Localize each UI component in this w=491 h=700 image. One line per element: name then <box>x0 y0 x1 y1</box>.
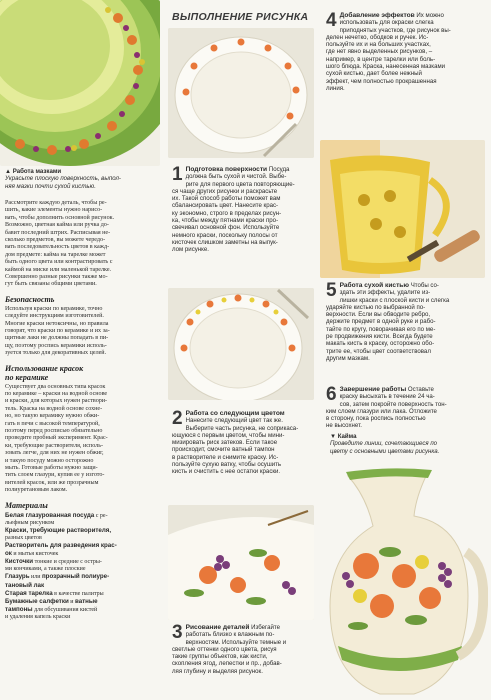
text-line: по керамике – краски на водной основе <box>5 391 108 398</box>
text-line: тить слоем глазури, купив ее у изгото- <box>5 472 105 479</box>
text-line: Возможно, цветная каймa или ручка до- <box>5 222 109 229</box>
step-title: Работа со следующим цветом <box>185 410 285 417</box>
material-item: Глазурь или прозрачный полиуре- <box>5 573 110 581</box>
green-plate-photo <box>0 0 160 166</box>
text-line: но, но такую керамику нужно обжи- <box>5 413 100 420</box>
photo-caption <box>5 168 155 190</box>
caption-arrow-icon: ▼ <box>330 433 338 440</box>
text-line: Совершенно разные рисунки также мо- <box>5 273 108 280</box>
step-number: 2 <box>172 408 183 429</box>
material-item: Кисточки тонкие и средние с остры- <box>5 558 102 566</box>
paints-heading-line2: по керамике <box>5 372 49 382</box>
text-line: поэтому перед росписью обязательно <box>5 428 103 435</box>
paints-section <box>5 364 155 495</box>
step-6: 6 Завершение работы Оставьте краску высыхать в течение 24 ча- сов, затем покройте поверхность тон- ким слоем глазури или лака. Отложите в сторону, пока роспись полностью не высохнет. <box>326 384 447 430</box>
material-item: ок и мытья кисточек <box>5 550 59 558</box>
finished-jug-photo <box>318 456 488 700</box>
step-4: 4 Добавление эффектов Их можно использовать для окраски слегка приподнятых участков, где рисунок вы- делен нечетко, ободков и ручек. Ис- пользуйте их и на больших участках, где нет явно выделенных рисунков, – например, в центре тарелки или боль- шого блюда. Краска, нанесенная мазками сухой кистью, дает более нежный эффект, чем полностью прокрашенная линия. <box>326 10 451 92</box>
text-line: ки, требующие растворителя, исполь- <box>5 442 104 449</box>
material-item: разных цветов <box>5 534 42 541</box>
text-line: мыть. Готовые работы нужно защи- <box>5 465 98 472</box>
text-line: Рассмотрите каждую деталь, чтобы ре- <box>5 199 107 206</box>
step-title: Добавление эффектов <box>339 12 415 19</box>
text-line: проведите пробный эксперимент. Крас- <box>5 435 108 442</box>
text-line: зовать легче, для них не нужен обжиг, <box>5 450 104 457</box>
page-title: ВЫПОЛНЕНИЕ РИСУНКА <box>172 11 309 23</box>
text-line: следуйте инструкциям изготовителей. <box>5 313 104 320</box>
text-line: дом предмете: кайма на тарелке может <box>5 251 106 258</box>
material-item: льефным рисунком <box>5 519 55 526</box>
text-line: тель. Краска на водной основе сохне- <box>5 405 103 412</box>
text-line: щу, поэтому роспись керамики исполь- <box>5 342 107 349</box>
left-column <box>5 168 155 621</box>
caption-line: няя мазки почти сухой кистью. <box>5 182 96 190</box>
step-title: Работа сухой кистью <box>339 282 409 289</box>
step-title: Рисование деталей <box>185 624 250 631</box>
text-line: шить, какие элементы нужно нарисо- <box>5 207 103 214</box>
materials-section <box>5 501 155 621</box>
text-line: вать, чтобы дополнить основной рисунок. <box>5 214 115 221</box>
text-line: и краски, для которых нужен раствори- <box>5 398 108 405</box>
yellow-jug-photo <box>320 140 485 278</box>
text-line: быть одного цвета или контрастировать с <box>5 259 113 266</box>
material-item: и удаления капель краски <box>5 613 71 620</box>
text-line: бавит последний штрих. Расписывая не- <box>5 229 111 236</box>
materials-heading: Материалы <box>5 500 48 510</box>
text-line: гут быть связаны общими цветами. <box>5 281 97 288</box>
material-item: тановый лак <box>5 581 45 589</box>
material-item: Бумажные салфетки и ватные <box>5 597 98 605</box>
text-line: говорят, что краски по керамике и их за- <box>5 327 110 334</box>
text-line: зуется только для декоративных целей. <box>5 350 107 357</box>
text-line: сколько предметов, вы можете чередо- <box>5 236 106 243</box>
step-5: 5 Работа сухой кистью Чтобы со- здать эти эффекты, удалите из- лишки краски с плоской кисти и слегка ударяйте кистью по выбранной по- верхности. Если вы обводите ребро, держите предмет в одной руке и рабо- тайте по кругу, поворачивая его по ме- ре продвижения кисти. Всегда будете макать кисть в краску, осторожно обо- трите ее, чтобы цвет соответствовал другим мазкам. <box>326 280 450 362</box>
intro-text <box>5 200 155 289</box>
material-item: тампоны для обсушивания кистей <box>5 605 98 613</box>
step-number: 5 <box>326 280 337 301</box>
caption-line: Украсьте плоскую поверхность, выпол- <box>5 175 121 183</box>
step-number: 3 <box>172 622 183 643</box>
text-line: полиуретановым лаком. <box>5 487 68 494</box>
safety-section <box>5 295 155 358</box>
material-item: Краски, требующие растворителя, <box>5 526 112 534</box>
text-line: вать последовательность цветов в кажд- <box>5 244 110 251</box>
step-3: 3 Рисование деталей Избегайте работать близко к влажным по- верхностям. Используйте темные и светлые оттенки одного цвета, рисуя такие группы объектов, как кисти, скопления ягод, лепестки и пр., добав- ляя глубину и выделяя рисунок. <box>172 622 287 675</box>
step-number: 4 <box>326 10 337 31</box>
step-title: Подготовка поверхности <box>185 166 268 173</box>
caption-label: Работа мазками <box>12 168 62 175</box>
step-number: 6 <box>326 384 337 405</box>
step-1: 1 Подготовка поверхности Посуда должна быть сухой и чистой. Выбе- рите для первого цвета повторяющие- ся чаще других рисунки и раскрасьте их. Такой способ работы поможет вам сбалансировать цвет. Нанесите крас- ку экономно, строго в пределах рисун- ка, чтобы между пятнами краски про- свечивал основной фон. Используйте немного краски, поскольку полосы от кисточек слишком заметны на выпук- лом рисунке. <box>172 164 295 254</box>
text-line: Многие краски нетоксичны, но правила <box>5 320 109 327</box>
text-line: Существует два основных типа красок <box>5 383 106 390</box>
safety-heading: Безопасность <box>5 294 55 304</box>
material-item: ми кончиками, а также плоские <box>5 566 86 573</box>
step-2: 2 Работа со следующим цветом Нанесите следующий цвет так же. Выберите часть рисунка, не соприкаса- ющуюся с первым цветом, чтобы мини- мизировать риск затеков. Если такое происходит, смочите ватный тампон в растворителе и снимите краску. Ис- пользуйте сухую ватку, чтобы осушить кисть и счистить с нее остатки краски. <box>172 408 299 476</box>
plate-photo-3 <box>168 505 314 620</box>
text-line: вителей красок, или же прозрачным <box>5 479 99 486</box>
material-item: Растворитель для разведения крас- <box>5 542 117 550</box>
caption-arrow-icon: ▲ <box>5 168 13 175</box>
kaima-caption: ▼ Кайма Проведите линии, сочетающиеся по цвету с основными цветами рисунка. <box>330 433 440 455</box>
text-line: щитные лаки не должны попадать в пи- <box>5 335 109 342</box>
step-title: Завершение работы <box>339 386 407 393</box>
material-item: Старая тарелка в качестве палитры <box>5 589 104 597</box>
step-number: 1 <box>172 164 183 185</box>
kaima-label: Кайма <box>337 433 357 440</box>
text-line: Используя краски по керамике, точно <box>5 305 103 312</box>
plate-photo-2 <box>168 288 314 400</box>
text-line: гать в печи с высокой температурой, <box>5 420 100 427</box>
paints-heading: Использование красок <box>5 363 84 373</box>
material-item: Белая глазурованная посуда с ре- <box>5 511 108 519</box>
text-line: и такую посуду можно осторожно <box>5 457 94 464</box>
plate-photo-1 <box>168 28 314 158</box>
text-line: каймой на миске или маленькой тарелке. <box>5 266 112 273</box>
